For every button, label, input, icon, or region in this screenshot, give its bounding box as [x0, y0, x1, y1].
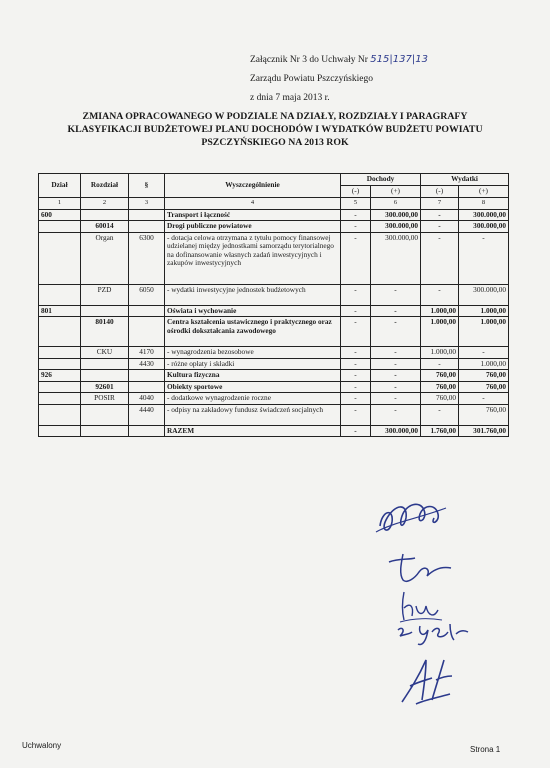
- rozdzial-cell: POSIR: [81, 393, 129, 405]
- header-dochody-minus: (-): [341, 186, 371, 198]
- signature-5: [396, 650, 456, 710]
- document-title: [40, 110, 510, 149]
- dochody-plus-cell: -: [371, 370, 421, 382]
- table-row: [39, 370, 509, 382]
- footer-status: Uchwalony: [22, 741, 62, 750]
- dzial-cell: [39, 221, 81, 233]
- dochody-minus-cell: -: [341, 232, 371, 284]
- dzial-cell: [39, 358, 81, 370]
- title-line-3: PSZCZYŃSKIEGO NA 2013 ROK: [201, 137, 349, 148]
- description-cell: - wynagrodzenia bezosobowe: [165, 347, 341, 359]
- description-cell: - odpisy na zakładowy fundusz świadczeń socjalnych: [165, 404, 341, 425]
- resolution-issuer: Zarządu Powiatu Pszczyńskiego: [250, 74, 373, 84]
- dzial-cell: [39, 404, 81, 425]
- paragraf-cell: 4170: [129, 347, 165, 359]
- column-number-row: [39, 198, 509, 210]
- table-row: [39, 393, 509, 405]
- dochody-minus-cell: -: [341, 221, 371, 233]
- table-row: [39, 209, 509, 221]
- wydatki-plus-cell: 300.000,00: [459, 284, 509, 305]
- header-wydatki-minus: (-): [421, 186, 459, 198]
- paragraf-cell: [129, 317, 165, 347]
- empty-cell: [129, 425, 165, 437]
- description-cell: Transport i łączność: [165, 209, 341, 221]
- dochody-plus-cell: -: [371, 404, 421, 425]
- col-number: 2: [81, 198, 129, 210]
- table-row: [39, 381, 509, 393]
- dochody-minus-cell: -: [341, 347, 371, 359]
- dochody-plus-cell: -: [371, 347, 421, 359]
- wydatki-minus-cell: 760,00: [421, 381, 459, 393]
- table-row: [39, 404, 509, 425]
- rozdzial-cell: [81, 305, 129, 317]
- dochody-plus-cell: 300.000,00: [371, 209, 421, 221]
- wydatki-minus-cell: -: [421, 232, 459, 284]
- table-row: [39, 232, 509, 284]
- dochody-minus-cell: -: [341, 358, 371, 370]
- paragraf-cell: [129, 370, 165, 382]
- wydatki-minus-cell: 1.000,00: [421, 317, 459, 347]
- wydatki-plus-cell: -: [459, 393, 509, 405]
- description-cell: - wydatki inwestycyjne jednostek budżetowych: [165, 284, 341, 305]
- resolution-number-line: [250, 50, 428, 70]
- budget-table: [38, 173, 509, 437]
- header-wydatki-plus: (+): [459, 186, 509, 198]
- col-number: 5: [341, 198, 371, 210]
- rozdzial-cell: Organ: [81, 232, 129, 284]
- total-dochody-minus: -: [341, 425, 371, 437]
- table-row: [39, 221, 509, 233]
- description-cell: Drogi publiczne powiatowe: [165, 221, 341, 233]
- table-row: [39, 347, 509, 359]
- dochody-plus-cell: -: [371, 317, 421, 347]
- dzial-cell: [39, 317, 81, 347]
- dzial-cell: 801: [39, 305, 81, 317]
- dochody-minus-cell: -: [341, 209, 371, 221]
- description-cell: - różne opłaty i składki: [165, 358, 341, 370]
- signature-4: [392, 612, 472, 648]
- empty-cell: [39, 425, 81, 437]
- rozdzial-cell: CKU: [81, 347, 129, 359]
- description-cell: Kultura fizyczna: [165, 370, 341, 382]
- rozdzial-cell: [81, 370, 129, 382]
- header-dochody: Dochody: [341, 174, 421, 186]
- description-cell: Obiekty sportowe: [165, 381, 341, 393]
- wydatki-plus-cell: 1.000,00: [459, 317, 509, 347]
- rozdzial-cell: PZD: [81, 284, 129, 305]
- paragraf-cell: [129, 305, 165, 317]
- table-row: [39, 358, 509, 370]
- rozdzial-cell: [81, 404, 129, 425]
- table-row: [39, 305, 509, 317]
- wydatki-minus-cell: -: [421, 404, 459, 425]
- total-wydatki-plus: 301.760,00: [459, 425, 509, 437]
- dzial-cell: [39, 284, 81, 305]
- footer-page-number: Strona 1: [470, 745, 501, 754]
- dochody-minus-cell: -: [341, 317, 371, 347]
- col-number: 4: [165, 198, 341, 210]
- dochody-minus-cell: -: [341, 381, 371, 393]
- wydatki-minus-cell: -: [421, 209, 459, 221]
- description-cell: Centra kształcenia ustawicznego i praktycznego oraz ośrodki dokształcania zawodowego: [165, 317, 341, 347]
- col-number: 7: [421, 198, 459, 210]
- col-number: 3: [129, 198, 165, 210]
- dzial-cell: 926: [39, 370, 81, 382]
- dzial-cell: 600: [39, 209, 81, 221]
- header-wydatki: Wydatki: [421, 174, 509, 186]
- dochody-plus-cell: 300.000,00: [371, 221, 421, 233]
- dochody-minus-cell: -: [341, 284, 371, 305]
- wydatki-plus-cell: 760,00: [459, 381, 509, 393]
- wydatki-plus-cell: -: [459, 232, 509, 284]
- table-row: [39, 317, 509, 347]
- table-row: [39, 284, 509, 305]
- dochody-minus-cell: -: [341, 404, 371, 425]
- total-dochody-plus: 300.000,00: [371, 425, 421, 437]
- header-wyszczegolnienie: Wyszczególnienie: [165, 174, 341, 198]
- wydatki-minus-cell: -: [421, 284, 459, 305]
- dzial-cell: [39, 393, 81, 405]
- dochody-plus-cell: 300.000,00: [371, 232, 421, 284]
- total-label: RAZEM: [165, 425, 341, 437]
- resolution-header: [250, 50, 428, 108]
- resolution-prefix: Załącznik Nr 3 do Uchwały Nr: [250, 55, 371, 65]
- title-line-2: KLASYFIKACJI BUDŻETOWEJ PLANU DOCHODÓW I WYDATKÓW BUDŻETU POWIATU: [67, 124, 483, 135]
- header-paragraf: §: [129, 174, 165, 198]
- title-line-1: ZMIANA OPRACOWANEGO W PODZIALE NA DZIAŁY, ROZDZIAŁY I PARAGRAFY: [82, 111, 468, 122]
- col-number: 1: [39, 198, 81, 210]
- empty-cell: [81, 425, 129, 437]
- paragraf-cell: [129, 381, 165, 393]
- paragraf-cell: 4430: [129, 358, 165, 370]
- rozdzial-cell: [81, 209, 129, 221]
- wydatki-plus-cell: 300.000,00: [459, 209, 509, 221]
- wydatki-plus-cell: 760,00: [459, 370, 509, 382]
- header-dochody-plus: (+): [371, 186, 421, 198]
- resolution-date: z dnia 7 maja 2013 r.: [250, 93, 330, 103]
- dochody-plus-cell: -: [371, 393, 421, 405]
- resolution-number: 515|137|13: [370, 54, 428, 65]
- rozdzial-cell: [81, 358, 129, 370]
- wydatki-plus-cell: 760,00: [459, 404, 509, 425]
- total-row: [39, 425, 509, 437]
- wydatki-plus-cell: 300.000,00: [459, 221, 509, 233]
- description-cell: Oświata i wychowanie: [165, 305, 341, 317]
- header-dzial: Dział: [39, 174, 81, 198]
- dochody-plus-cell: -: [371, 305, 421, 317]
- signature-2: [385, 548, 455, 588]
- dochody-plus-cell: -: [371, 381, 421, 393]
- dochody-minus-cell: -: [341, 305, 371, 317]
- wydatki-plus-cell: 1.000,00: [459, 358, 509, 370]
- dzial-cell: [39, 347, 81, 359]
- signature-1: [372, 492, 452, 542]
- col-number: 6: [371, 198, 421, 210]
- wydatki-minus-cell: -: [421, 358, 459, 370]
- dochody-minus-cell: -: [341, 393, 371, 405]
- wydatki-minus-cell: 1.000,00: [421, 347, 459, 359]
- description-cell: - dodatkowe wynagrodzenie roczne: [165, 393, 341, 405]
- dzial-cell: [39, 232, 81, 284]
- wydatki-minus-cell: 760,00: [421, 393, 459, 405]
- dochody-plus-cell: -: [371, 284, 421, 305]
- wydatki-minus-cell: -: [421, 221, 459, 233]
- paragraf-cell: [129, 209, 165, 221]
- wydatki-minus-cell: 1.000,00: [421, 305, 459, 317]
- dochody-plus-cell: -: [371, 358, 421, 370]
- paragraf-cell: 6050: [129, 284, 165, 305]
- header-rozdzial: Rozdział: [81, 174, 129, 198]
- col-number: 8: [459, 198, 509, 210]
- description-cell: - dotacja celowa otrzymana z tytułu pomocy finansowej udzielanej między jednostkami samorządu terytorialnego na dofinansowanie własnych zadań inwestycyjnych i zakupów inwestycyjnych: [165, 232, 341, 284]
- total-wydatki-minus: 1.760,00: [421, 425, 459, 437]
- paragraf-cell: 4440: [129, 404, 165, 425]
- wydatki-plus-cell: -: [459, 347, 509, 359]
- dzial-cell: [39, 381, 81, 393]
- wydatki-plus-cell: 1.000,00: [459, 305, 509, 317]
- wydatki-minus-cell: 760,00: [421, 370, 459, 382]
- dochody-minus-cell: -: [341, 370, 371, 382]
- rozdzial-cell: 80140: [81, 317, 129, 347]
- rozdzial-cell: 60014: [81, 221, 129, 233]
- paragraf-cell: 6300: [129, 232, 165, 284]
- paragraf-cell: [129, 221, 165, 233]
- budget-table-body: [39, 209, 509, 437]
- paragraf-cell: 4040: [129, 393, 165, 405]
- rozdzial-cell: 92601: [81, 381, 129, 393]
